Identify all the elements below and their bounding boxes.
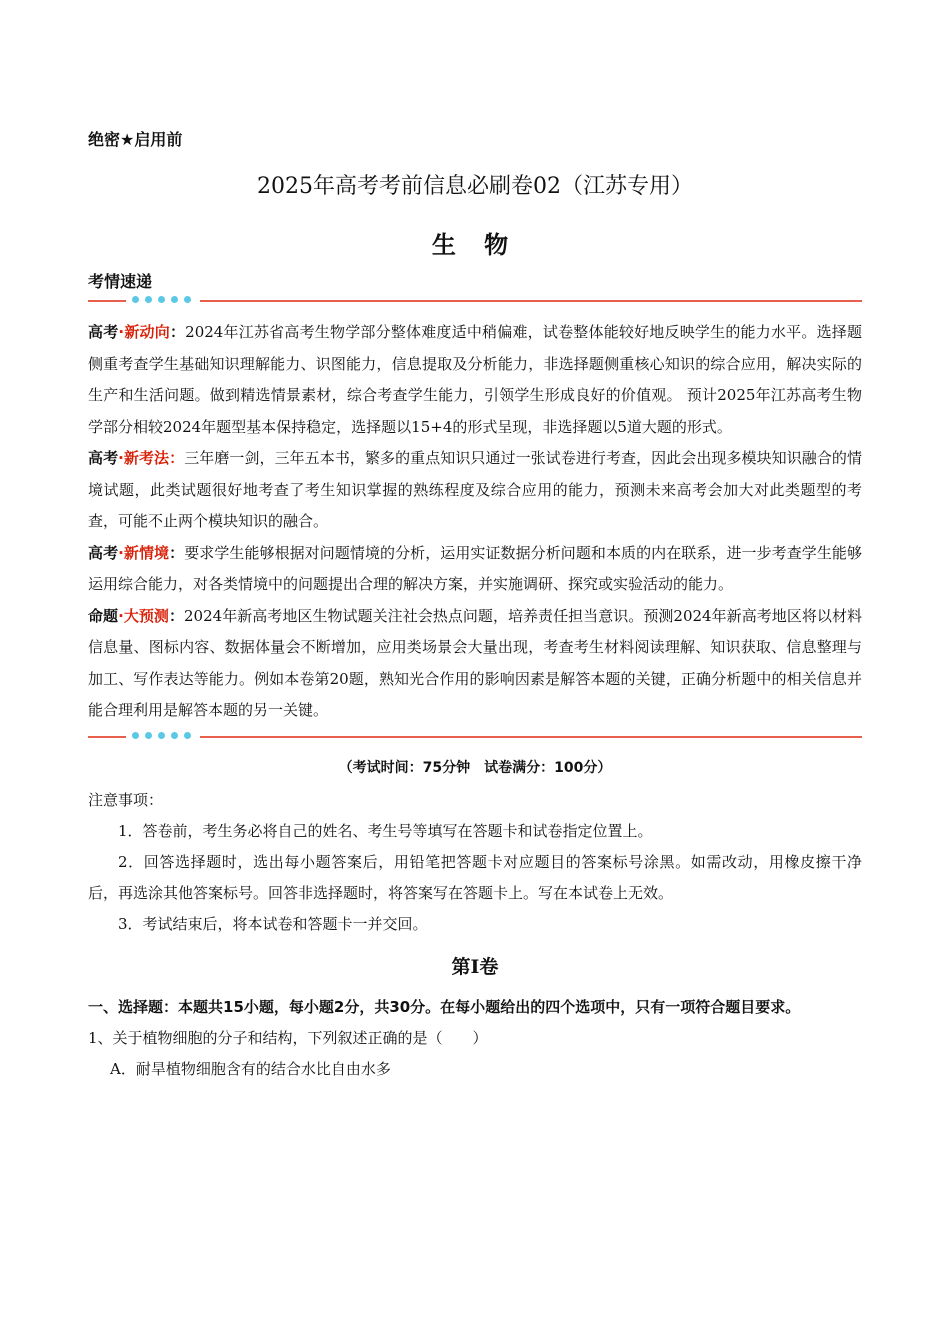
- tag-colon: ：: [169, 323, 186, 341]
- exam-info-item-new-method: [88, 443, 862, 538]
- divider-line-right: [200, 300, 862, 302]
- divider-dot: [171, 296, 178, 303]
- divider-dot: [158, 732, 165, 739]
- divider-dot: [171, 732, 178, 739]
- notice-item: 2．回答选择题时，选出每小题答案后，用铅笔把答题卡对应题目的答案标号涂黑。如需改动，用橡皮擦干净后，再选涂其他答案标号。回答非选择题时，将答案写在答题卡上。写在本试卷上无效。: [88, 852, 862, 902]
- exam-info-tag: [88, 323, 185, 341]
- notice-item: 1．答卷前，考生务必将自己的姓名、考生号等填写在答题卡和试卷指定位置上。: [118, 821, 653, 840]
- subject-title: 生 物: [431, 230, 519, 259]
- divider-dot: [132, 732, 139, 739]
- divider-dot: [184, 296, 191, 303]
- notice-item: 3．考试结束后，将本试卷和答题卡一并交回。: [118, 914, 428, 933]
- exam-info-text: 要求学生能够根据对问题情境的分析，运用实证数据分析问题和本质的内在联系，进一步考查学生能够运用综合能力，对各类情境中的问题提出合理的解决方案，并实施调研、探究或实验活动的能力。: [88, 543, 862, 593]
- divider-line-left: [88, 300, 126, 302]
- tag-colon: ：: [169, 543, 185, 562]
- decorative-divider-top: [88, 295, 862, 307]
- divider-dot: [145, 732, 152, 739]
- divider-dot: [132, 296, 139, 303]
- divider-dots: [132, 732, 191, 739]
- divider-dot: [145, 296, 152, 303]
- tag-colon: ：: [169, 449, 185, 467]
- tag-dot: ·: [118, 323, 125, 341]
- divider-dot: [184, 732, 191, 739]
- confidential-label: 绝密★启用前: [88, 130, 183, 149]
- question-option: A．耐旱植物细胞含有的结合水比自由水多: [110, 1059, 391, 1078]
- tag-dot: ·: [118, 449, 124, 467]
- divider-line-left: [88, 736, 126, 738]
- exam-title: 2025年高考考前信息必刷卷02（江苏专用）: [257, 174, 693, 199]
- exam-time-info: （考试时间：75分钟 试卷满分：100分）: [338, 759, 612, 776]
- exam-info-item-prediction: [88, 601, 862, 727]
- exam-info-text: 2024年新高考地区生物试题关注社会热点问题，培养责任担当意识。预测2024年新高考地区将以材料信息量、图标内容、数据体量会不断增加，应用类场景会大量出现，考查考生材料阅读理解、知识获取、信息整理与加工、写作表达等能力。例如本卷第20题，熟知光合作用的影响因素是解答本题的关键，正确分析题中的相关信息并能合理利用是解答本题的另一关键。: [88, 606, 862, 719]
- decorative-divider-bottom: [88, 731, 862, 743]
- tag-dot: ·: [118, 606, 124, 625]
- tag-prefix: 命题: [88, 606, 119, 625]
- exam-info-item-new-context: [88, 538, 862, 601]
- tag-highlight: 新考法: [123, 449, 170, 467]
- tag-dot: ·: [118, 543, 124, 562]
- exam-info-tag: [88, 449, 184, 467]
- tag-prefix: 高考: [88, 543, 119, 562]
- tag-highlight: 新动向: [124, 323, 170, 341]
- part-title: 第Ⅰ卷: [451, 955, 499, 978]
- tag-highlight: 大预测: [123, 606, 169, 625]
- exam-info-tag: [88, 607, 184, 625]
- exam-info-text: 2024年江苏省高考生物学部分整体难度适中稍偏难，试卷整体能较好地反映学生的能力水平。选择题侧重考查学生基础知识理解能力、识图能力，信息提取及分析能力，非选择题侧重核心知识的综合应用，解决实际的生产和生活问题。做到精选情景素材，综合考查学生能力，引领学生形成良好的价值观。 预计2025年江苏高考生物学部分相较2024年题型基本保持稳定，选择题以15+4的形式呈现，非选择题以5道大题的形式。: [88, 323, 862, 436]
- question-stem: 1、关于植物细胞的分子和结构，下列叙述正确的是（ ）: [88, 1028, 488, 1047]
- divider-dot: [158, 296, 165, 303]
- tag-highlight: 新情境: [123, 543, 170, 562]
- exam-info-heading: 考情速递: [88, 272, 153, 291]
- exam-info-item-new-trend: [88, 317, 862, 443]
- divider-dots: [132, 296, 191, 303]
- notice-heading: 注意事项：: [88, 790, 164, 809]
- exam-info-text: 三年磨一剑，三年五本书，繁多的重点知识只通过一张试卷进行考查，因此会出现多模块知识融合的情境试题，此类试题很好地考查了考生知识掌握的熟练程度及综合应用的能力，预测未来高考会加大对此类题型的考查，可能不止两个模块知识的融合。: [88, 449, 862, 530]
- divider-line-right: [200, 736, 862, 738]
- section-instruction: 一、选择题：本题共15小题，每小题2分，共30分。在每小题给出的四个选项中，只有一项符合题目要求。: [88, 997, 801, 1016]
- tag-colon: ：: [168, 606, 185, 625]
- exam-info-tag: [88, 544, 184, 562]
- tag-prefix: 高考: [88, 449, 119, 467]
- tag-prefix: 高考: [88, 323, 119, 341]
